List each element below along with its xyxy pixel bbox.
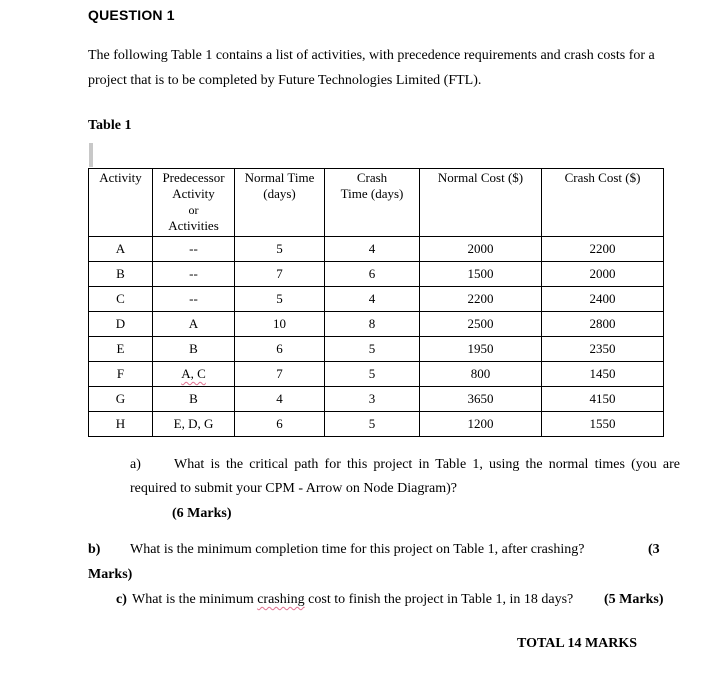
question-a-marks: (6 Marks) — [172, 506, 232, 521]
cell-crash-time: 5 — [325, 412, 420, 437]
header-predecessor-line4: Activities — [168, 218, 219, 233]
cell-activity: A — [89, 237, 153, 262]
cell-normal-time: 6 — [235, 412, 325, 437]
header-crash-cost — [542, 169, 664, 237]
question-c-text-before: What is the minimum — [132, 592, 258, 607]
header-predecessor — [153, 169, 235, 237]
question-c-text-highlight: crashing — [257, 592, 305, 607]
table-row — [89, 287, 664, 312]
cell-crash-time: 4 — [325, 287, 420, 312]
header-normal-cost-label: Normal Cost ($) — [437, 170, 524, 185]
cell-crash-cost: 1550 — [542, 412, 664, 437]
intro-paragraph: The following Table 1 contains a list of activities, with precedence requirements and crash costs for a project that is to be completed by Future Technologies Limited (FTL). — [88, 48, 655, 88]
question-b-label: b) — [88, 542, 101, 557]
table-row — [89, 387, 664, 412]
header-crash-time-line2: Time (days) — [340, 186, 404, 201]
cell-predecessor — [153, 362, 235, 387]
cell-predecessor: E, D, G — [153, 412, 235, 437]
header-normal-time-line2: (days) — [263, 186, 296, 201]
table-row — [89, 312, 664, 337]
cell-crash-time: 5 — [325, 337, 420, 362]
cell-normal-time: 5 — [235, 237, 325, 262]
question-a-label: a) — [130, 457, 141, 472]
question-b-marks-part2: Marks) — [88, 567, 133, 582]
cell-normal-cost: 2200 — [420, 287, 542, 312]
cell-predecessor-text: A, C — [181, 366, 206, 381]
question-c-text-after: cost to finish the project in Table 1, in 18 days? — [304, 592, 574, 607]
cell-activity: E — [89, 337, 153, 362]
cell-normal-time: 10 — [235, 312, 325, 337]
cell-normal-cost: 2500 — [420, 312, 542, 337]
cell-predecessor: -- — [153, 262, 235, 287]
cell-normal-cost: 3650 — [420, 387, 542, 412]
question-b-marks-part1: (3 — [648, 542, 660, 557]
activity-table — [88, 168, 664, 437]
cell-crash-time: 5 — [325, 362, 420, 387]
cell-crash-cost: 4150 — [542, 387, 664, 412]
cell-activity: C — [89, 287, 153, 312]
cell-predecessor: -- — [153, 237, 235, 262]
cell-activity: H — [89, 412, 153, 437]
total-marks: TOTAL 14 MARKS — [517, 636, 638, 651]
cell-predecessor: B — [153, 337, 235, 362]
table-row — [89, 412, 664, 437]
cell-activity: F — [89, 362, 153, 387]
header-crash-time-line1: Crash — [356, 170, 388, 185]
cell-normal-time: 6 — [235, 337, 325, 362]
cell-crash-time: 8 — [325, 312, 420, 337]
cell-normal-cost: 1500 — [420, 262, 542, 287]
cell-normal-cost: 2000 — [420, 237, 542, 262]
cell-activity: D — [89, 312, 153, 337]
cell-normal-time: 4 — [235, 387, 325, 412]
header-crash-time — [325, 169, 420, 237]
cell-normal-time: 5 — [235, 287, 325, 312]
header-normal-cost — [420, 169, 542, 237]
table-row — [89, 237, 664, 262]
cell-normal-time: 7 — [235, 262, 325, 287]
cell-normal-time: 7 — [235, 362, 325, 387]
header-activity — [89, 169, 153, 237]
header-predecessor-line3: or — [188, 203, 199, 217]
cell-normal-cost: 1950 — [420, 337, 542, 362]
question-c-text — [132, 592, 573, 608]
cell-activity: G — [89, 387, 153, 412]
cell-predecessor: B — [153, 387, 235, 412]
table-row — [89, 362, 664, 387]
header-predecessor-line2: Activity — [172, 186, 215, 201]
table-row — [89, 337, 664, 362]
cell-crash-time: 3 — [325, 387, 420, 412]
cell-crash-cost: 2000 — [542, 262, 664, 287]
text-cursor-marker — [89, 143, 93, 167]
cell-predecessor: -- — [153, 287, 235, 312]
question-b-text: What is the minimum completion time for this project on Table 1, after crashing? — [130, 542, 585, 557]
header-normal-time-line1: Normal Time — [244, 170, 315, 185]
header-normal-time — [235, 169, 325, 237]
cell-crash-cost: 2400 — [542, 287, 664, 312]
question-c-marks: (5 Marks) — [604, 592, 664, 607]
question-a-text-line2: required to submit your CPM - Arrow on Node Diagram)? — [130, 481, 457, 496]
cell-crash-cost: 2350 — [542, 337, 664, 362]
question-c-label: c) — [116, 592, 127, 607]
cell-crash-time: 4 — [325, 237, 420, 262]
header-activity-label: Activity — [99, 170, 142, 185]
cell-crash-cost: 2800 — [542, 312, 664, 337]
cell-normal-cost: 800 — [420, 362, 542, 387]
cell-normal-cost: 1200 — [420, 412, 542, 437]
cell-crash-cost: 1450 — [542, 362, 664, 387]
table-row — [89, 262, 664, 287]
question-heading: QUESTION 1 — [88, 7, 175, 23]
cell-crash-time: 6 — [325, 262, 420, 287]
cell-predecessor: A — [153, 312, 235, 337]
cell-activity: B — [89, 262, 153, 287]
header-crash-cost-label: Crash Cost ($) — [564, 170, 641, 185]
cell-crash-cost: 2200 — [542, 237, 664, 262]
table-header-row — [89, 169, 664, 237]
question-a-text-line1: What is the critical path for this project in Table 1, using the normal times (you are — [174, 457, 680, 472]
header-predecessor-line1: Predecessor — [162, 170, 225, 185]
table-caption: Table 1 — [88, 118, 132, 133]
